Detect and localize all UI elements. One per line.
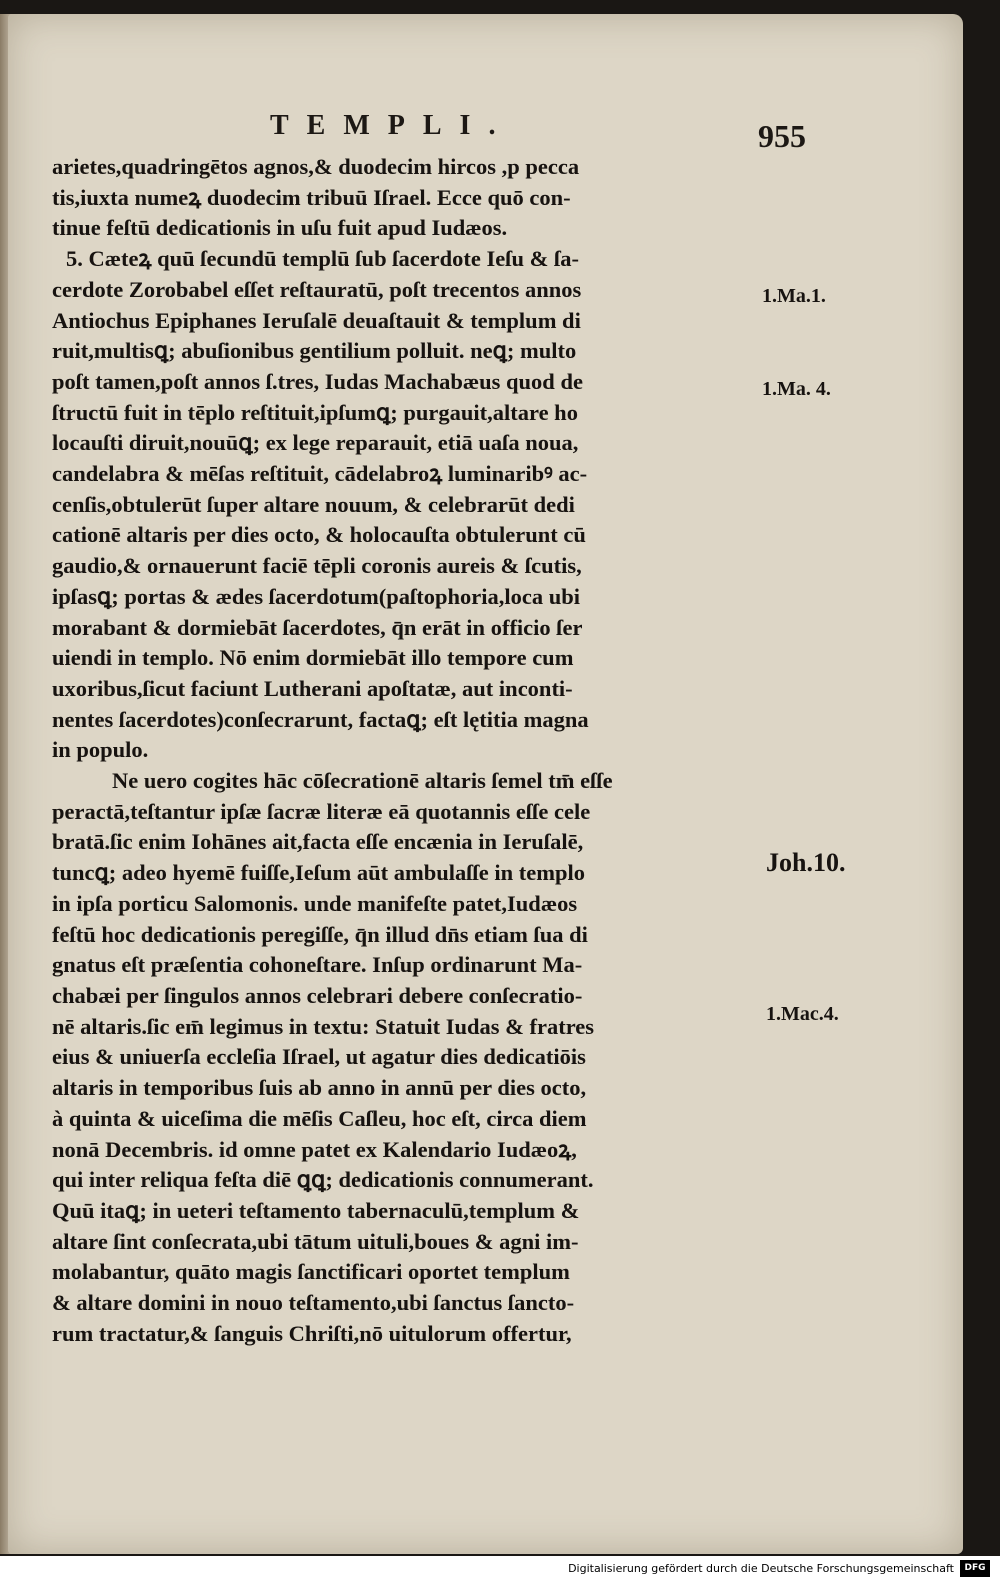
text-line: nonā Decembris. id omne patet ex Kalendario Iudæoꝝ, [52,1136,577,1162]
text-line: ipſasꝗ; portas & ædes ſacerdotum(paſtophoria,loca ubi [52,583,581,609]
text-line: nentes ſacerdotes)conſecrarunt, factaꝗ; eſt lętitia magna [52,706,589,732]
text-line: gaudio,& ornauerunt faciē tēpli coronis aureis & ſcutis, [52,553,582,579]
text-line: qui inter reliqua feſta diē ꝗꝗ; dedicationis connumerant. [52,1167,594,1193]
text-line: à quinta & uiceſima die mēſis Caſleu, hoc eſt, circa diem [52,1105,587,1131]
text-line: & altare domini in nouo teſtamento,ubi ſanctus ſancto- [52,1290,575,1316]
funding-credit: Digitalisierung gefördert durch die Deutsche Forschungsgemeinschaft [568,1562,954,1575]
body-text [52,152,764,1349]
text-line: 5. Cæteꝝ quū ſecundū templū ſub ſacerdote Ieſu & ſa- [66,246,580,272]
text-line: Antiochus Epiphanes Ieruſalē deuaſtauit & templum di [52,307,581,333]
running-header: TEMPLI. [270,110,514,141]
text-line: tuncꝗ; adeo hyemē fuiſſe,Ieſum aūt ambulaſſe in templo [52,860,586,886]
text-line: altare ſint conſecrata,ubi tātum uituli,boues & agni im- [52,1228,579,1254]
text-line: nē altaris.ſic em̄ legimus in textu: Statuit Iudas & fratres [52,1013,595,1039]
text-line: feſtū hoc dedicationis peregiſſe, q̄n illud dn̄s etiam ſua di [52,921,588,947]
dfg-logo: DFG [960,1560,990,1577]
text-line: in ipſa porticu Salomonis. unde manifeſte patet,Iudæos [52,890,578,916]
margin-note: 1.Mac.4. [766,1003,839,1025]
text-line: molabantur, quāto magis ſanctificari oportet templum [52,1259,570,1285]
text-line: arietes,quadringētos agnos,& duodecim hircos ,p pecca [52,154,580,179]
text-line: poſt tamen,poſt annos ſ.tres, Iudas Machabæus quod de [52,368,583,394]
margin-note: 1.Ma.1. [762,285,826,307]
text-line: ſtructū fuit in tēplo reſtituit,ipſumꝗ; purgauit,altare ho [52,399,578,425]
text-line: cationē altaris per dies octo, & holocauſta obtulerunt cū [52,522,586,548]
text-line: Quū itaꝗ; in ueteri teſtamento tabernaculū,templum & [52,1197,580,1223]
text-line: chabæi per ſingulos annos celebrari debere conſecratio- [52,982,583,1008]
text-line: tinue feſtū dedicationis in uſu fuit apud Iudæos. [52,215,508,241]
text-line: gnatus eſt præſentia cohoneſtare. Inſup ordinarunt Ma- [52,952,583,978]
text-line: tis,iuxta numeꝝ duodecim tribuū Iſrael. Ecce quō con- [52,184,571,210]
text-line: ruit,multisꝗ; abuſionibus gentilium polluit. neꝗ; multo [52,338,577,364]
text-line: eius & uniuerſa eccleſia Iſrael, ut agatur dies dedicatiōis [52,1044,586,1070]
text-line: locauſti diruit,nouūꝗ; ex lege reparauit, etiā uaſa noua, [52,430,579,456]
text-line: cenſis,obtulerūt ſuper altare nouum, & celebrarūt dedi [52,491,575,517]
margin-note: Joh.10. [766,848,846,877]
text-line: morabant & dormiebāt ſacerdotes, q̄n erāt in officio ſer [52,614,583,640]
text-line: uiendi in templo. Nō enim dormiebāt illo tempore cum [52,645,574,671]
text-line: candelabra & mēſas reſtituit, cādelabroꝝ luminaribꝰ ac- [52,461,588,487]
text-line: altaris in temporibus ſuis ab anno in annū per dies octo, [52,1075,587,1101]
text-line: uxoribus,ſicut faciunt Lutherani apoſtatæ, aut inconti- [52,675,573,701]
margin-note: 1.Ma. 4. [762,378,831,400]
page-number: 955 [758,118,806,154]
text-line: peractā,teſtantur ipſæ ſacræ literæ eā quotannis eſſe cele [52,798,591,824]
text-line: bratā.ſic enim Iohānes ait,facta eſſe encænia in Ieruſalē, [52,829,584,855]
text-line: rum tractatur,& ſanguis Chriſti,nō uitulorum offertur, [52,1320,572,1346]
text-line: in populo. [52,737,149,763]
text-line: cerdote Zorobabel eſſet reſtauratū, poſt trecentos annos [52,276,582,302]
text-line: Ne uero cogites hāc cōſecrationē altaris ſemel tm̄ eſſe [112,768,613,794]
